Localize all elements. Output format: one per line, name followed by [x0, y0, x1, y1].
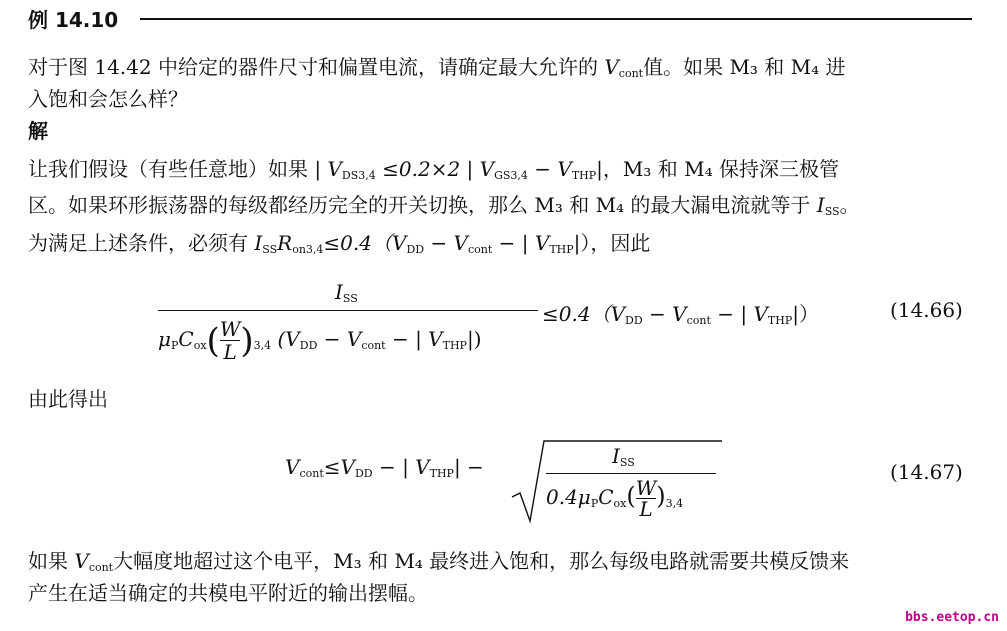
eq1-number: (14.66) — [890, 298, 963, 322]
watermark-text: bbs.eetop.cn — [905, 610, 999, 625]
para2-line-2: 产生在适当确定的共模电平附近的输出摆幅。 — [28, 581, 428, 605]
eq2-number: (14.67) — [890, 460, 963, 484]
solution-label: 解 — [28, 119, 48, 143]
para1-line-2: 区。如果环形振荡器的每级都经历完全的开关切换，那么 M₃ 和 M₄ 的最大漏电流就等于 $I_{SS}$。 — [28, 193, 860, 218]
eq1-fraction-bar — [158, 310, 538, 311]
therefore-text: 由此得出 — [28, 387, 108, 411]
para1-line-1: 让我们假设（有些任意地）如果 | $V_{DS3,4} \le 0.2\times 2$ | $V_{GS3,4} - V_{THP}|$，M₃ 和 M₄ 保持深三极管 — [28, 157, 839, 182]
eq2-lhs: $V_{cont}\le V_{DD}$ − | $V_{THP}|$ − — [285, 455, 484, 480]
header-rule — [140, 18, 972, 20]
eq1-rhs: $\le 0.4(V_{DD} - V_{cont}$ − | $V_{THP}|$） — [542, 302, 819, 327]
para2-line-1: 如果 $V_{cont}$大幅度地超过这个电平，M₃ 和 M₄ 最终进入饱和，那么每级电路就需要共模反馈来 — [28, 549, 850, 574]
example-heading: 例 14.10 — [28, 8, 119, 32]
para1-line-3: 为满足上述条件，必须有 $I_{SS}R_{on3,4}\le 0.4(V_{DD} - V_{cont}$ − | $V_{THP}|$），因此 — [28, 231, 651, 256]
question-line-1: 对于图 14.42 中给定的器件尺寸和偏置电流，请确定最大允许的 $V_{cont}$值。如果 M₃ 和 M₄ 进 — [28, 55, 846, 80]
eq1-denominator: $\mu_PC_{ox}$( $\frac{W}{L}$ )$_{3,4}$ ($V_{DD} - V_{cont}$ − | $V_{THP}|$) — [158, 317, 482, 364]
eq2-numerator: $I_{SS}$ — [612, 444, 635, 469]
eq2-fraction-bar — [546, 473, 716, 474]
question-line-2: 入饱和会怎么样？ — [28, 87, 188, 111]
eq1-numerator: $I_{SS}$ — [335, 280, 358, 305]
eq2-denominator: $0.4\mu_PC_{ox}$( $\frac{W}{L}$ )$_{3,4}$ — [546, 476, 684, 521]
